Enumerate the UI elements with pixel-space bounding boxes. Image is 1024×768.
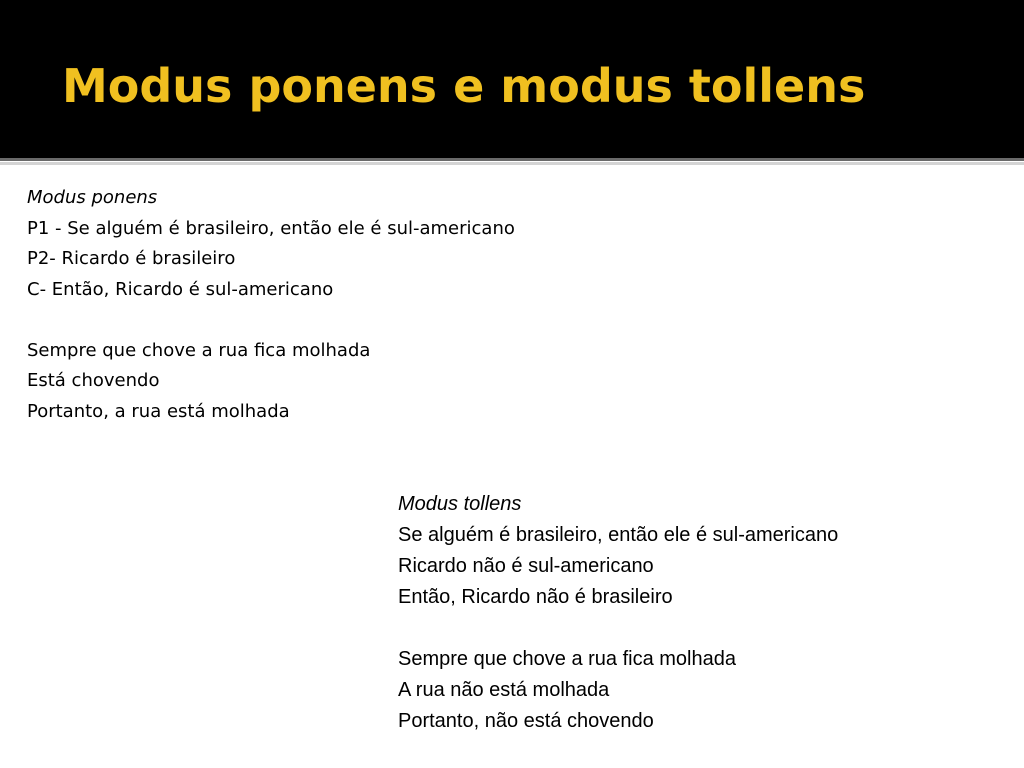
- title-divider-light: [0, 162, 1024, 165]
- modus-ponens-heading: Modus ponens: [27, 187, 158, 208]
- ponens-premise-2: P2- Ricardo é brasileiro: [27, 248, 236, 269]
- tollens-example2-premise-2: A rua não está molhada: [398, 679, 610, 701]
- slide-title: Modus ponens e modus tollens: [62, 59, 866, 113]
- ponens-premise-1: P1 - Se alguém é brasileiro, então ele é sul-americano: [27, 217, 515, 239]
- modus-tollens-block: [398, 489, 838, 737]
- tollens-example2-premise-1: Sempre que chove a rua fica molhada: [398, 648, 736, 670]
- ponens-example2-premise-2: Está chovendo: [27, 370, 160, 391]
- tollens-premise-2: Ricardo não é sul-americano: [398, 555, 654, 577]
- tollens-spacer: [398, 613, 838, 644]
- ponens-spacer: [27, 305, 515, 336]
- modus-tollens-heading: Modus tollens: [398, 493, 522, 515]
- ponens-example2-conclusion: Portanto, a rua está molhada: [27, 400, 290, 422]
- tollens-premise-1: Se alguém é brasileiro, então ele é sul-americano: [398, 524, 839, 546]
- modus-ponens-block: [27, 183, 515, 427]
- title-bar: [0, 0, 1024, 158]
- ponens-conclusion: C- Então, Ricardo é sul-americano: [27, 278, 334, 300]
- ponens-example2-premise-1: Sempre que chove a rua fica molhada: [27, 339, 371, 361]
- tollens-example2-conclusion: Portanto, não está chovendo: [398, 710, 654, 732]
- tollens-conclusion: Então, Ricardo não é brasileiro: [398, 586, 673, 608]
- title-divider-dark: [0, 158, 1024, 161]
